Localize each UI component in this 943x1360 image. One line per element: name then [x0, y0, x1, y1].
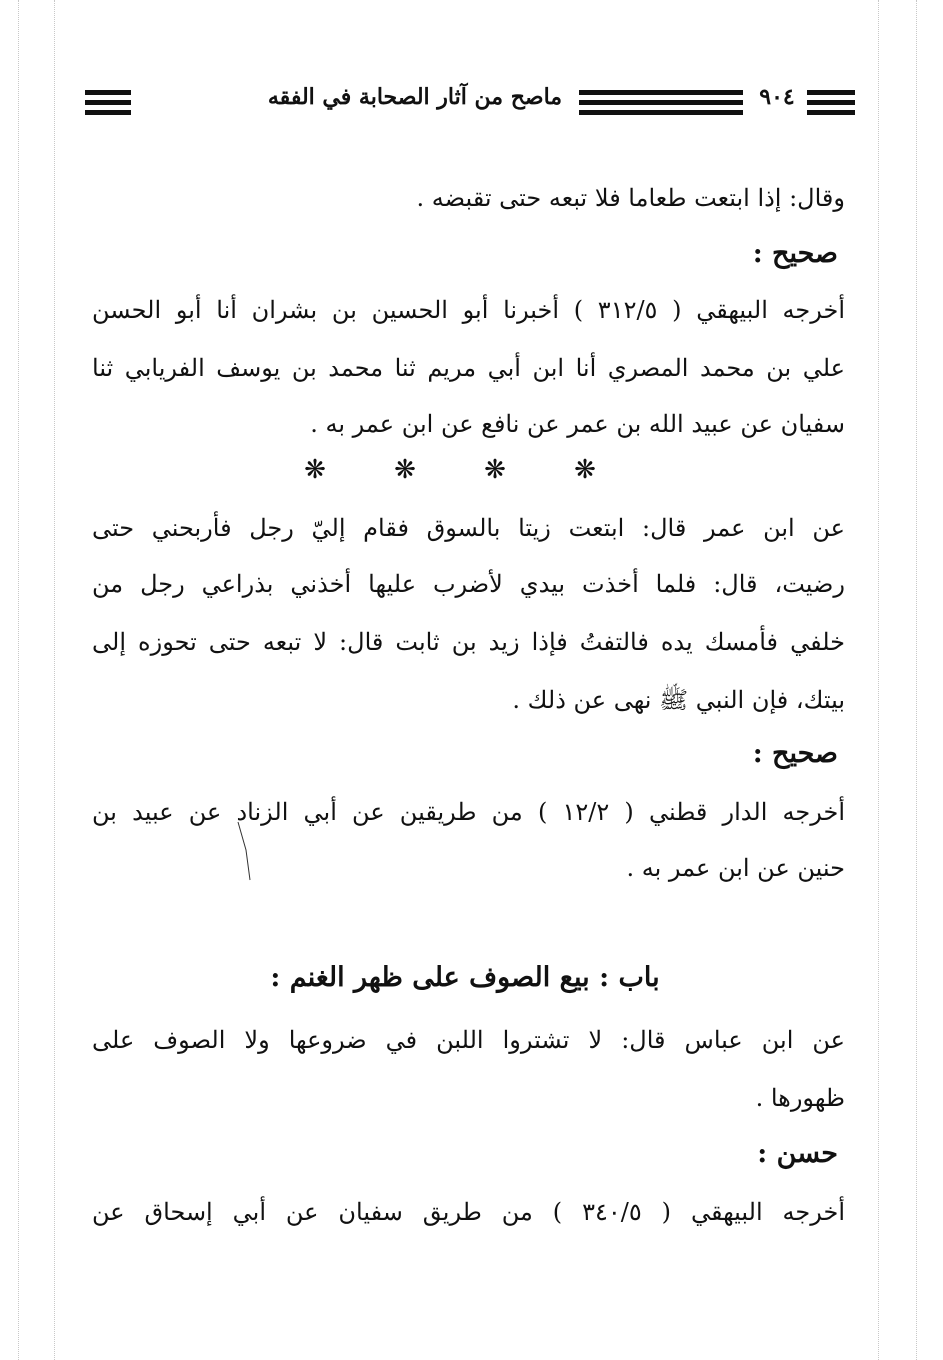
text-line: أخرجه الدار قطني ( ١٢/٢ ) من طريقين عن أبي الزناد عن عبيد بن — [92, 798, 846, 826]
text-line: أخرجه البيهقي ( ٣١٢/٥ ) أخبرنا أبو الحسين بن بشران أنا أبو الحسن — [92, 296, 845, 324]
star-ornament-icon: ❋ — [394, 455, 416, 485]
section-separator — [300, 452, 600, 488]
header-rule — [85, 110, 131, 115]
header-rule — [807, 100, 855, 105]
header-rule — [579, 90, 743, 95]
text-line: حنين عن ابن عمر به . — [626, 854, 845, 882]
header-rule — [807, 110, 855, 115]
header-rule — [579, 110, 743, 115]
text-line: أخرجه البيهقي ( ٣٤٠/٥ ) من طريق سفيان عن أبي إسحاق عن — [92, 1198, 845, 1226]
grading-heading: صحيح : — [752, 238, 838, 269]
pen-mark — [236, 820, 256, 884]
running-title: ماصح من آثار الصحابة في الفقه — [267, 84, 563, 110]
scan-dotted-line — [878, 0, 879, 1360]
header-rule — [579, 100, 743, 105]
text-line: عن ابن عباس قال: لا تشتروا اللبن في ضروعها ولا الصوف على — [92, 1026, 845, 1054]
text-line: وقال: إذا ابتعت طعاما فلا تبعه حتى تقبضه . — [416, 184, 845, 212]
text-line: رضيت، قال: فلما أخذت بيدي لأضرب عليها أخذني بذراعي رجل من — [92, 570, 845, 598]
grading-heading: حسن : — [757, 1138, 838, 1169]
scan-dotted-line — [18, 0, 19, 1360]
header-rule — [807, 90, 855, 95]
header-rule — [85, 90, 131, 95]
star-ornament-icon: ❋ — [304, 455, 326, 485]
running-header — [85, 86, 855, 118]
star-ornament-icon: ❋ — [484, 455, 506, 485]
scan-dotted-line — [916, 0, 917, 1360]
page-number: ٩٠٤ — [759, 84, 795, 110]
text-line: ظهورها . — [755, 1084, 845, 1112]
star-ornament-icon: ❋ — [574, 455, 596, 485]
text-line: سفيان عن عبيد الله بن عمر عن نافع عن ابن عمر به . — [310, 410, 845, 438]
section-title: باب : بيع الصوف على ظهر الغنم : — [270, 962, 660, 993]
scan-dotted-line — [54, 0, 55, 1360]
text-line: علي بن محمد المصري أنا ابن أبي مريم ثنا محمد بن يوسف الفريابي ثنا — [92, 354, 845, 382]
header-rule — [85, 100, 131, 105]
grading-heading: صحيح : — [752, 738, 838, 769]
text-line: بيتك، فإن النبي ﷺ نهى عن ذلك . — [512, 686, 845, 714]
text-line: عن ابن عمر قال: ابتعت زيتا بالسوق فقام إليّ رجل فأربحني حتى — [92, 514, 845, 542]
text-line: خلفي فأمسك يده فالتفتُ فإذا زيد بن ثابت قال: لا تبعه حتى تحوزه إلى — [92, 628, 845, 656]
